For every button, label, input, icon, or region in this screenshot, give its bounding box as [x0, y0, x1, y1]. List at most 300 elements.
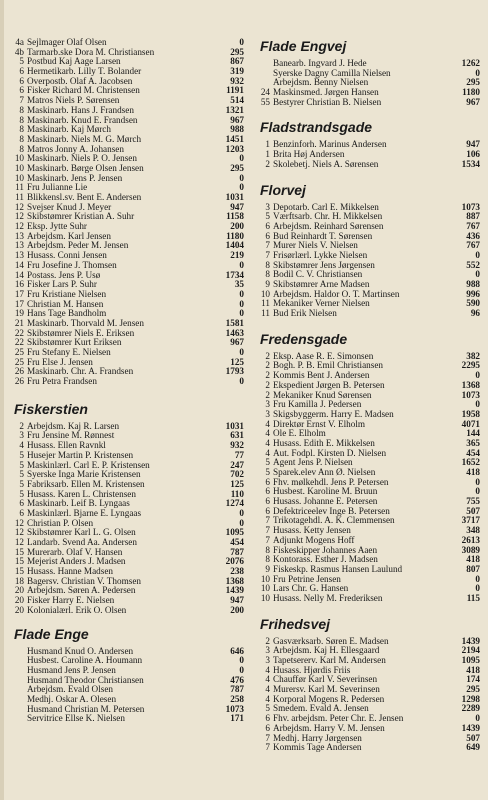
phone-number: 0 [475, 714, 480, 724]
listing-row [252, 449, 480, 459]
house-number: 12 [14, 202, 24, 212]
resident-name: Eksp. Jytte Suhr [27, 222, 87, 232]
house-number: 5 [19, 460, 24, 470]
resident-name: Syerske Inga Marie Kristensen [27, 470, 141, 480]
phone-number: 1793 [225, 367, 244, 377]
street-heading-frihedsvej: Frihedsvej [260, 615, 331, 632]
resident-name: Husejer Martin P. Kristensen [27, 450, 134, 460]
resident-name: Fiskeskp. Rasmus Hansen Laulund [273, 564, 403, 574]
house-number: 12 [14, 212, 24, 222]
resident-name: Fhv. arbejdsm. Peter Chr. E. Jensen [273, 714, 404, 724]
listing-row [6, 212, 244, 222]
phone-number: 0 [239, 289, 244, 299]
listing-row [252, 212, 480, 222]
resident-name: Korporal Mogens R. Pedersen [273, 694, 385, 704]
phone-number: 0 [239, 656, 244, 666]
resident-name: Skigsbyggerm. Harry E. Madsen [273, 409, 394, 419]
house-number: 4 [265, 675, 270, 685]
resident-name: Lars Chr. G. Hansen [273, 584, 349, 594]
phone-number: 0 [475, 400, 480, 410]
phone-number: 0 [475, 487, 480, 497]
resident-name: Fiskeskipper Johannes Aaen [273, 545, 378, 555]
house-number: 20 [14, 596, 24, 606]
phone-number: 552 [466, 260, 480, 270]
phone-number: 319 [230, 67, 244, 77]
right-column [252, 38, 480, 753]
phone-number: 1439 [461, 723, 480, 733]
resident-name: Skibstømrer Arne Madsen [273, 280, 370, 289]
house-number: 13 [14, 241, 24, 251]
listing-row [252, 666, 480, 676]
phone-number: 947 [230, 202, 244, 212]
listing-row [252, 478, 480, 488]
resident-name: Skolebetj. Niels A. Sørensen [273, 159, 379, 169]
resident-name: Overpostb. Olaf A. Jacobsen [27, 76, 133, 86]
phone-number: 295 [230, 47, 244, 57]
resident-name: Arbejdsm. Peder M. Jensen [27, 241, 129, 251]
house-number: 2 [265, 380, 270, 390]
house-number: 5 [19, 450, 24, 460]
house-number: 17 [14, 299, 24, 309]
phone-number: 649 [466, 743, 480, 753]
resident-name: Sejlmager Olaf Olsen [27, 38, 107, 47]
listing-row [6, 461, 244, 471]
florvej-listing [252, 203, 480, 319]
house-number: 3 [265, 400, 270, 410]
house-number: 1 [265, 140, 270, 150]
phone-number: 0 [239, 260, 244, 270]
house-number: 4 [265, 685, 270, 695]
phone-number: 967 [230, 115, 244, 125]
house-number: 55 [260, 97, 270, 107]
resident-name: Fru Jensine M. Rønnest [27, 431, 115, 441]
listing-row [6, 528, 244, 538]
house-number: 7 [265, 250, 270, 260]
listing-row [6, 499, 244, 509]
house-number: 10 [14, 154, 24, 164]
phone-number: 947 [466, 140, 480, 150]
listing-row [6, 57, 244, 67]
phone-number: 0 [475, 477, 480, 487]
phone-number: 365 [466, 438, 480, 448]
listing-row [252, 381, 480, 391]
phone-number: 767 [466, 241, 480, 251]
phone-number: 1031 [225, 421, 244, 431]
resident-name: Arbejdsm. Søren A. Pedersen [27, 586, 136, 596]
phone-number: 0 [239, 183, 244, 193]
house-number: 2 [265, 636, 270, 646]
resident-name: Maskinarb. Hans J. Frandsen [27, 105, 134, 115]
resident-name: Eksp. Aase R. E. Simonsen [273, 351, 374, 361]
house-number: 26 [14, 367, 24, 377]
phone-number: 0 [239, 299, 244, 309]
phone-number: 887 [466, 212, 480, 222]
resident-name: Bagersv. Christian V. Thomsen [27, 576, 141, 586]
house-number: 11 [261, 309, 270, 319]
listing-row [6, 135, 244, 145]
resident-name: Mekaniker Verner Nielsen [273, 299, 370, 309]
phone-number: 238 [230, 567, 244, 577]
house-number: 6 [265, 477, 270, 487]
house-number: 6 [265, 231, 270, 241]
listing-row [6, 548, 244, 558]
resident-name: Husass. Johanne E. Petersen [273, 497, 378, 507]
house-number: 10 [260, 574, 270, 584]
phone-number: 1958 [461, 409, 480, 419]
phone-number: 348 [466, 526, 480, 536]
listing-row [6, 174, 244, 184]
listing-row [6, 232, 244, 242]
listing-row [252, 261, 480, 271]
listing-row [252, 675, 480, 685]
listing-row [252, 150, 480, 160]
street-heading-florvej: Florvej [260, 181, 306, 198]
listing-row [6, 319, 244, 329]
resident-name: Fru Julianne Lie [27, 183, 88, 193]
resident-name: Husmand Jens P. Jensen [27, 665, 116, 675]
house-number: 7 [265, 733, 270, 743]
listing-row [6, 329, 244, 339]
resident-name: Fisker Harry E. Nielsen [27, 596, 115, 606]
listing-row [6, 470, 244, 480]
resident-name: Bud Erik Nielsen [273, 309, 337, 319]
listing-row [6, 676, 244, 686]
resident-name: Arbejdsm. Harry V. M. Jensen [273, 723, 385, 733]
listing-row [6, 300, 244, 310]
house-number: 3 [265, 646, 270, 656]
listing-row [6, 606, 244, 616]
phone-number: 174 [466, 675, 480, 685]
street-heading-fredensgade: Fredensgade [260, 330, 348, 347]
listing-row [252, 232, 480, 242]
resident-name: Husbest. Karoline M. Bruun [273, 487, 378, 497]
resident-name: Husass. Karen L. Christensen [27, 489, 136, 499]
resident-name: Skibstømrer Jens Jørgensen [273, 260, 375, 270]
resident-name: Husass. Conni Jensen [27, 251, 107, 261]
phone-number: 1274 [225, 499, 244, 509]
resident-name: Skibstømrer Kurt Eriksen [27, 338, 122, 348]
listing-row [6, 193, 244, 203]
resident-name: Murer Niels V. Nielsen [273, 241, 358, 251]
phone-number: 200 [230, 605, 244, 615]
street-heading-fiskerstien: Fiskerstien [14, 400, 88, 417]
phone-number: 988 [230, 125, 244, 135]
resident-name: Fisker Richard M. Christensen [27, 86, 140, 96]
resident-name: Fru Josefine J. Thomsen [27, 260, 117, 270]
phone-number: 1180 [462, 88, 480, 98]
house-number: 5 [265, 468, 270, 477]
house-number: 9 [265, 564, 270, 574]
house-number: 20 [14, 605, 24, 615]
phone-number: 295 [466, 685, 480, 695]
phone-number: 35 [234, 280, 244, 290]
phone-number: 1073 [461, 390, 480, 400]
phone-number: 988 [466, 280, 480, 289]
resident-name: Husbest. Caroline A. Houmann [27, 656, 143, 666]
listing-row [6, 290, 244, 300]
resident-name: Skibstømrer Niels E. Eriksen [27, 328, 135, 338]
house-number: 10 [14, 163, 24, 173]
flade-enge-listing [6, 647, 244, 725]
resident-name: Maskinarb. Jens P. Jensen [27, 173, 123, 183]
house-number: 16 [14, 280, 24, 290]
listing-row [252, 251, 480, 261]
phone-number: 787 [230, 547, 244, 557]
phone-number: 1203 [225, 144, 244, 154]
fredensgade-listing [252, 352, 480, 604]
listing-row [252, 468, 480, 478]
house-number: 8 [19, 144, 24, 154]
resident-name: Murersv. Karl M. Severinsen [273, 685, 380, 695]
house-number: 4 [265, 448, 270, 458]
resident-name: Husass. Ketty Jensen [273, 526, 351, 536]
listing-row [252, 290, 480, 300]
resident-name: Husass. Edith E. Mikkelsen [273, 438, 375, 448]
resident-name: Syerske Dagny Camilla Nielsen [273, 68, 391, 78]
phone-number: 967 [230, 338, 244, 348]
phone-number: 1191 [226, 86, 244, 96]
listing-row [252, 140, 480, 150]
phone-number: 247 [230, 460, 244, 470]
listing-row [6, 164, 244, 174]
resident-name: Landarb. Svend Aa. Andersen [27, 538, 137, 547]
listing-row [6, 86, 244, 96]
listing-row [6, 480, 244, 490]
listing-row [6, 67, 244, 77]
phone-number: 454 [230, 538, 244, 547]
resident-name: Maskinarb. Chr. A. Frandsen [27, 367, 134, 377]
listing-row [6, 154, 244, 164]
phone-number: 476 [230, 675, 244, 685]
house-number: 15 [14, 567, 24, 577]
phone-number: 1262 [461, 59, 480, 68]
phone-number: 0 [475, 250, 480, 260]
resident-name: Ole E. Elholm [273, 429, 326, 439]
resident-name: Husass. Ellen Ravnkl [27, 441, 106, 451]
listing-row [6, 519, 244, 529]
phone-number: 1581 [225, 318, 244, 328]
resident-name: Husass. Hjørdis Friis [273, 665, 351, 675]
house-number: 6 [19, 499, 24, 509]
house-number: 22 [14, 328, 24, 338]
listing-row [252, 222, 480, 232]
house-number: 7 [19, 96, 24, 106]
house-number: 5 [19, 470, 24, 480]
phone-number: 0 [239, 38, 244, 47]
resident-name: Gasværksarb. Søren E. Madsen [273, 636, 389, 646]
resident-name: Maskinsmed. Jørgen Hansen [273, 88, 379, 98]
resident-name: Postbud Kaj Aage Larsen [27, 57, 121, 67]
phone-number: 1073 [225, 704, 244, 714]
phone-number: 1451 [225, 134, 244, 144]
listing-row [252, 299, 480, 309]
house-number: 13 [14, 251, 24, 261]
resident-name: Christian P. Olsen [27, 518, 94, 528]
resident-name: Husmand Theodor Christiansen [27, 675, 144, 685]
resident-name: Bodil C. V. Christiansen [273, 270, 363, 280]
phone-number: 96 [470, 309, 480, 319]
listing-row [6, 106, 244, 116]
listing-row [6, 577, 244, 587]
frihedsvej-listing [252, 637, 480, 753]
phone-number: 1298 [461, 694, 480, 704]
phone-number: 0 [475, 371, 480, 381]
phone-number: 0 [239, 309, 244, 319]
phone-number: 382 [466, 351, 480, 361]
listing-row [252, 241, 480, 251]
listing-row [6, 96, 244, 106]
house-number: 2 [265, 371, 270, 381]
phone-number: 867 [230, 57, 244, 67]
listing-row [6, 48, 244, 58]
phone-number: 0 [475, 584, 480, 594]
listing-row [252, 429, 480, 439]
listing-row [6, 261, 244, 271]
listing-row [252, 555, 480, 565]
listing-row [6, 348, 244, 358]
house-number: 5 [265, 212, 270, 222]
resident-name: Matros Niels P. Sørensen [27, 96, 120, 106]
listing-row [252, 734, 480, 744]
listing-row [252, 352, 480, 362]
resident-name: Frisørlærl. Lykke Nielsen [273, 250, 368, 260]
resident-name: Fhv. mølkehdl. Jens P. Petersen [273, 477, 389, 487]
resident-name: Murerarb. Olaf V. Hansen [27, 547, 123, 557]
house-number: 5 [265, 458, 270, 468]
phone-number: 1404 [225, 241, 244, 251]
listing-row [252, 516, 480, 526]
listing-row [252, 594, 480, 604]
house-number: 9 [265, 280, 270, 289]
phone-number: 2076 [225, 557, 244, 567]
resident-name: Husmand Knud O. Andersen [27, 646, 134, 656]
phone-number: 507 [466, 733, 480, 743]
listing-row [252, 270, 480, 280]
phone-number: 1095 [225, 528, 244, 538]
listing-row [252, 487, 480, 497]
house-number: 4a [15, 38, 24, 47]
phone-number: 2289 [461, 704, 480, 714]
house-number: 5 [19, 489, 24, 499]
resident-name: Fisker Lars P. Suhr [27, 280, 97, 290]
phone-number: 1073 [461, 202, 480, 212]
resident-name: Tarmarb.ske Dora M. Christiansen [27, 47, 155, 57]
phone-number: 125 [230, 479, 244, 489]
house-number: 8 [265, 270, 270, 280]
resident-name: Ekspedient Jørgen B. Petersen [273, 380, 385, 390]
listing-row [252, 724, 480, 734]
resident-name: Agent Jens P. Nielsen [273, 458, 353, 468]
phone-number: 77 [234, 450, 244, 460]
house-number: 6 [265, 714, 270, 724]
listing-row [6, 557, 244, 567]
listing-row [252, 59, 480, 69]
resident-name: Svejser Knud J. Meyer [27, 202, 112, 212]
phone-number: 1439 [225, 586, 244, 596]
house-number: 26 [14, 377, 24, 387]
listing-row [252, 400, 480, 410]
listing-row [252, 458, 480, 468]
phone-number: 436 [466, 231, 480, 241]
resident-name: Hermetikarb. Lilly T. Bolander [27, 67, 142, 77]
house-number: 12 [14, 528, 24, 538]
house-number: 8 [265, 545, 270, 555]
resident-name: Husass. Hanne Madsen [27, 567, 113, 577]
house-number: 7 [265, 535, 270, 545]
phone-number: 1321 [225, 105, 244, 115]
phone-number: 1158 [226, 212, 244, 222]
house-number: 7 [265, 241, 270, 251]
phone-number: 171 [230, 714, 244, 724]
resident-name: Maskinarb. Kaj Mørch [27, 125, 111, 135]
flade-engvej-listing [252, 59, 480, 107]
phone-number: 110 [230, 489, 244, 499]
street-heading-flade-enge: Flade Enge [14, 625, 89, 642]
house-number: 6 [19, 86, 24, 96]
house-number: 7 [265, 526, 270, 536]
listing-row [6, 705, 244, 715]
phone-number: 967 [466, 97, 480, 107]
house-number: 25 [14, 357, 24, 367]
house-number: 19 [14, 309, 24, 319]
fladstrandsgade-listing [252, 140, 480, 169]
house-number: 4 [265, 419, 270, 429]
resident-name: Mejerist Anders J. Madsen [27, 557, 126, 567]
listing-row [6, 586, 244, 596]
house-number: 3 [265, 409, 270, 419]
listing-row [6, 241, 244, 251]
phone-number: 418 [466, 468, 480, 477]
phone-number: 200 [230, 222, 244, 232]
house-number: 4 [265, 665, 270, 675]
house-number: 6 [265, 506, 270, 516]
listing-row [6, 145, 244, 155]
phone-number: 0 [239, 377, 244, 387]
listing-row [6, 596, 244, 606]
house-number: 8 [19, 105, 24, 115]
house-number: 10 [260, 593, 270, 603]
house-number: 4b [14, 47, 24, 57]
phone-number: 2194 [461, 646, 480, 656]
phone-number: 144 [466, 429, 480, 439]
listing-row [252, 410, 480, 420]
phone-number: 4071 [461, 419, 480, 429]
phone-number: 1734 [225, 270, 244, 280]
house-number: 7 [265, 516, 270, 526]
resident-name: Arbejdsm. Benny Nielsen [273, 78, 369, 88]
listing-row [252, 69, 480, 79]
phone-number: 514 [230, 96, 244, 106]
house-number: 12 [14, 222, 24, 232]
phone-number: 0 [239, 508, 244, 518]
phone-number: 0 [239, 173, 244, 183]
resident-name: Fru Petrine Jensen [273, 574, 341, 584]
phone-number: 454 [466, 448, 480, 458]
resident-name: Direktør Ernst V. Elholm [273, 419, 366, 429]
resident-name: Maskinarb. Leif B. Lyngaas [27, 499, 130, 509]
listing-row [6, 441, 244, 451]
phone-number: 0 [239, 348, 244, 357]
resident-name: Maskinarb. Niels P. O. Jensen [27, 154, 137, 164]
resident-name: Servitrice Ellse K. Nielsen [27, 714, 125, 724]
listing-row [252, 391, 480, 401]
resident-name: Fru Stefany E. Nielsen [27, 348, 111, 357]
listing-row [6, 251, 244, 261]
resident-name: Brita Høj Andersen [273, 150, 345, 160]
listing-row [252, 361, 480, 371]
resident-name: Medhj. Harry Jørgensen [273, 733, 362, 743]
phone-number: 2295 [461, 361, 480, 371]
